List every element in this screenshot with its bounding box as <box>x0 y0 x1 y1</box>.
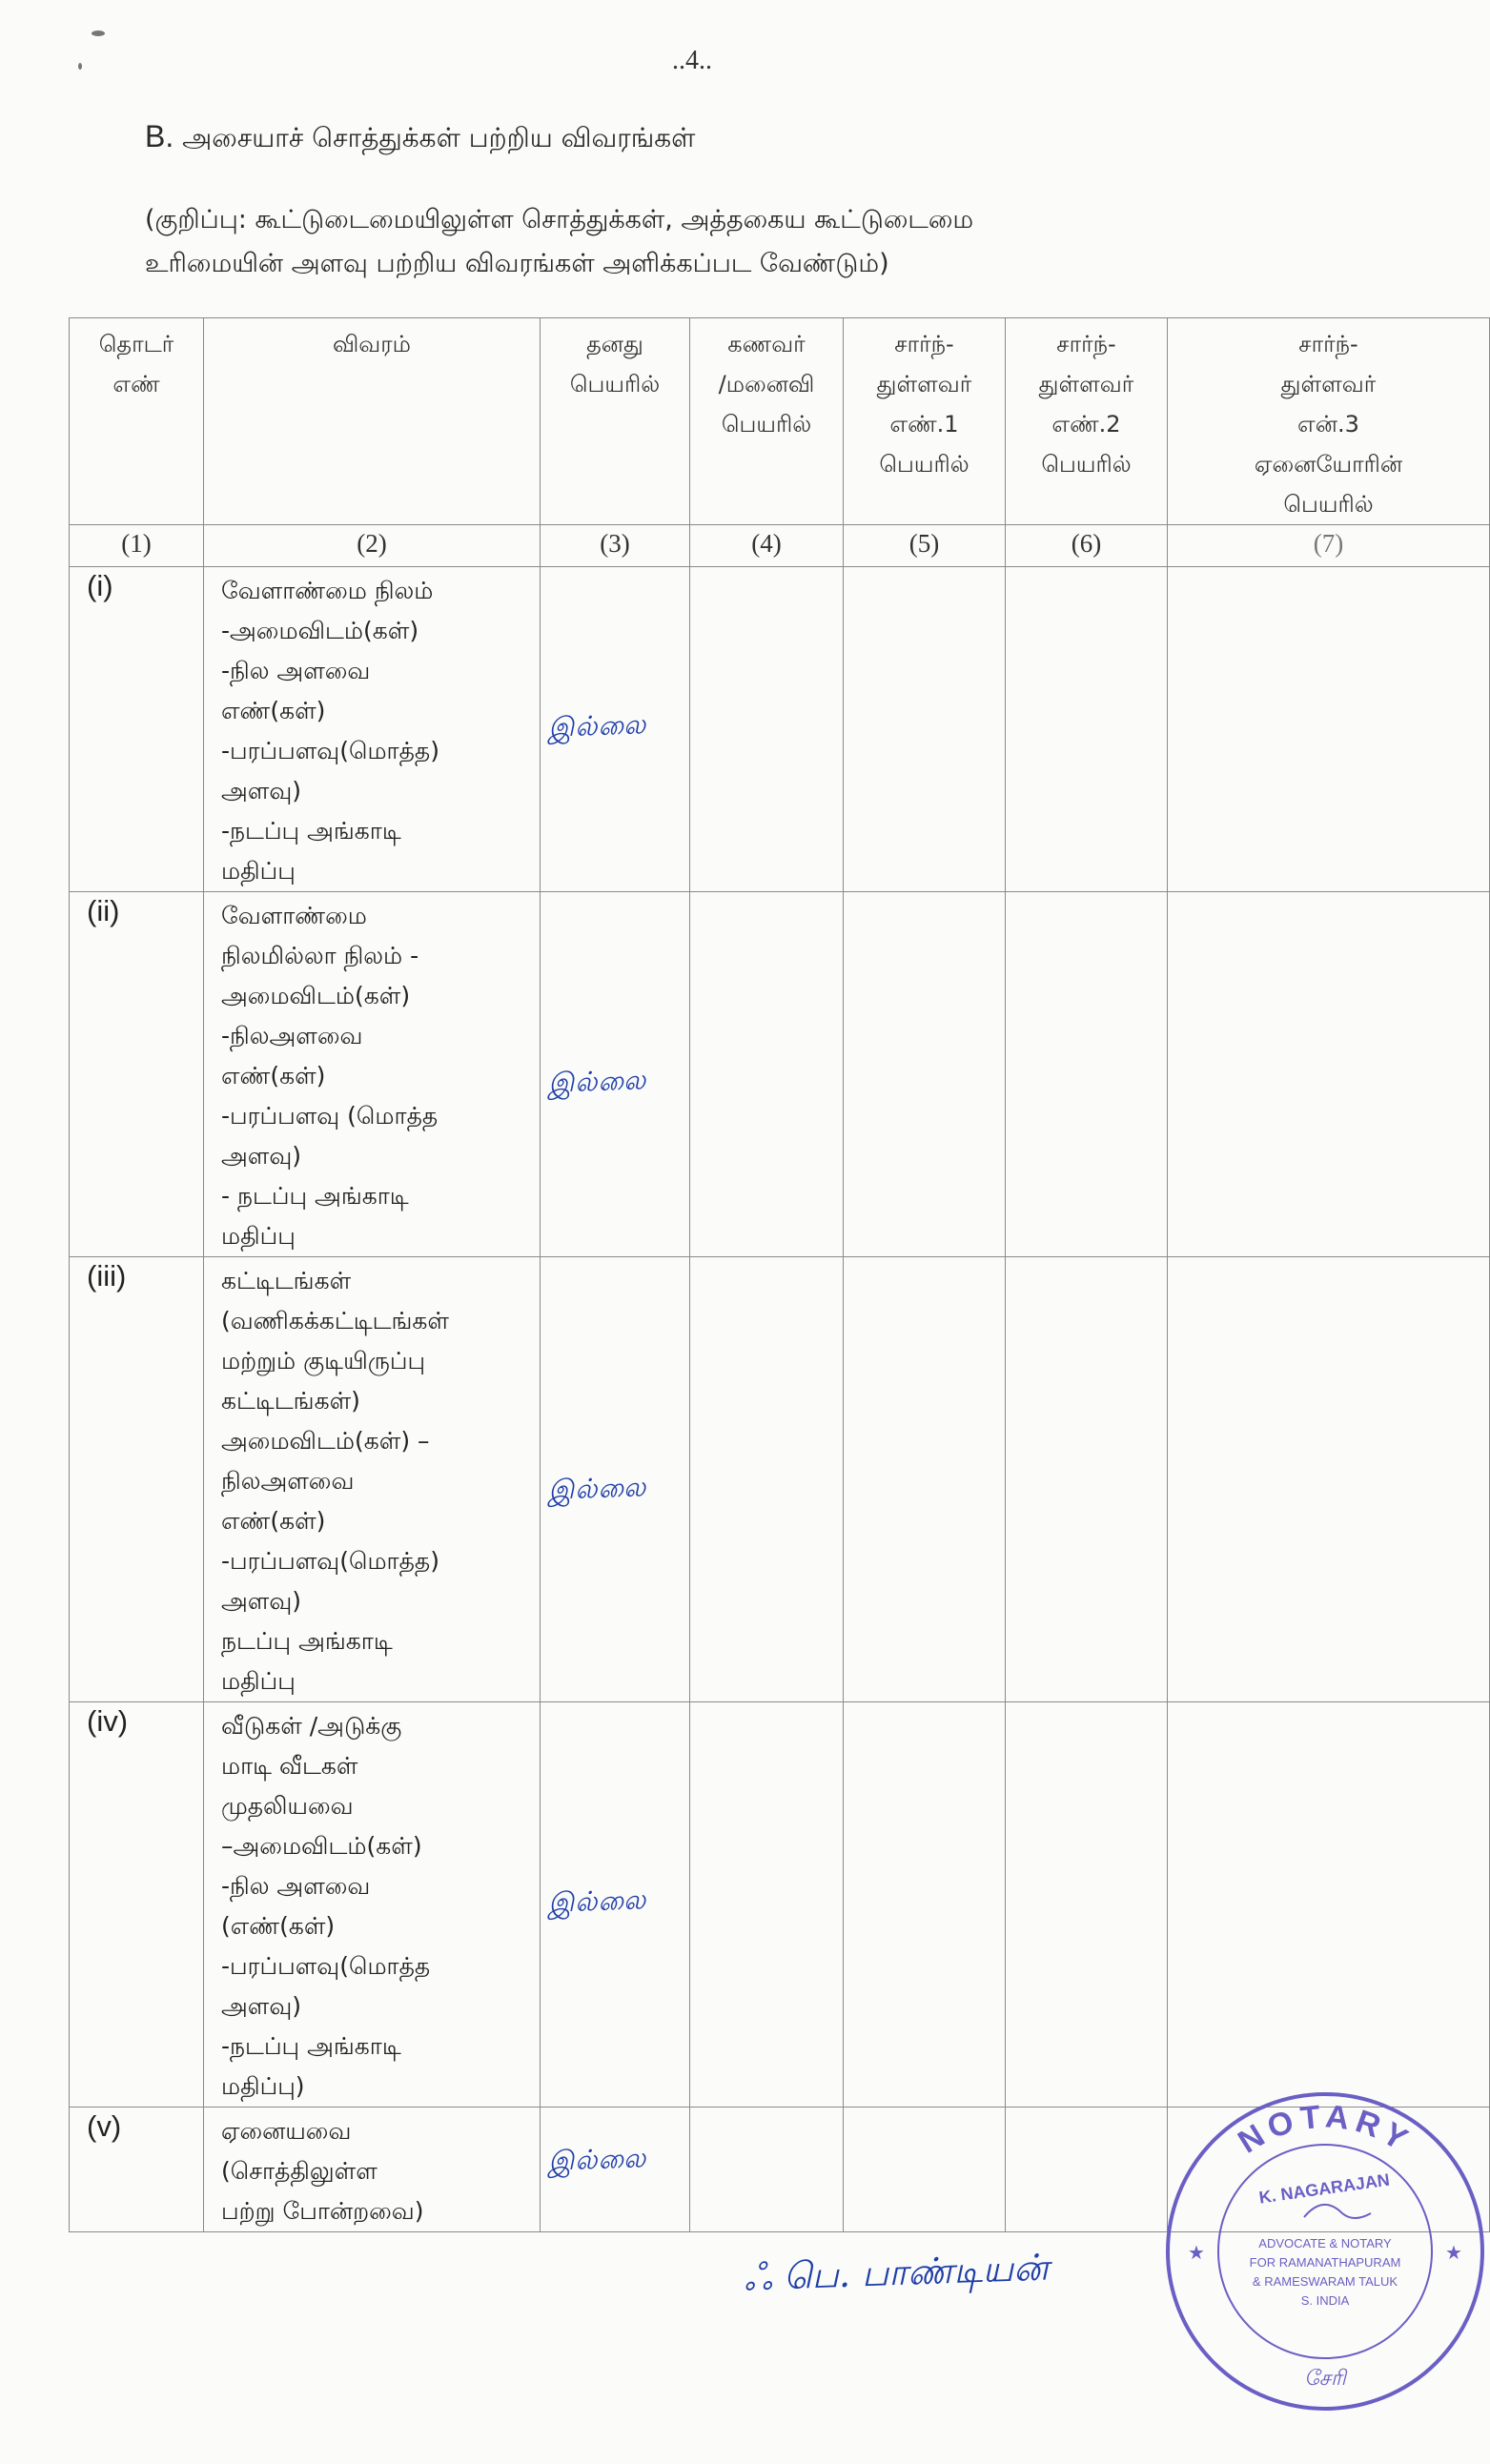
desc-line: எண்(கள்) <box>221 697 326 724</box>
col-header-line: தனது <box>586 331 643 357</box>
empty-cell <box>690 1702 844 2108</box>
empty-cell <box>844 567 1006 892</box>
section-title: அசையாச் சொத்துக்கள் பற்றிய விவரங்கள் <box>182 122 696 153</box>
desc-line: பற்று போன்றவை) <box>221 2197 424 2225</box>
column-number: (7) <box>1168 525 1490 567</box>
col-header-line: துள்ளவர் <box>1038 371 1134 397</box>
col-header-line: சார்ந்- <box>1056 331 1116 357</box>
immovable-assets-table <box>69 317 1490 2232</box>
table-row <box>70 892 1490 1257</box>
empty-cell <box>1168 1702 1490 2108</box>
desc-line: -நில அளவை <box>221 1872 371 1900</box>
seal-initials <box>1304 2205 1371 2218</box>
row-serial: (iii) <box>70 1257 204 1702</box>
desc-line: மாடி வீடகள் <box>221 1752 358 1780</box>
handwritten-nil: இல்லை <box>547 2142 647 2177</box>
desc-line: அளவு) <box>221 1142 302 1170</box>
seal-inner-ring <box>1218 2145 1432 2358</box>
col-header-line: விவரம் <box>333 331 411 357</box>
column-number: (1) <box>70 525 204 567</box>
row-description <box>204 1257 541 1702</box>
own-name-cell <box>541 892 690 1257</box>
col-header-line: சார்ந்- <box>1298 331 1358 357</box>
col-header-line: பெயரில் <box>569 371 661 397</box>
col-header-line: எண்.1 <box>889 411 959 438</box>
desc-line: அளவு) <box>221 1587 302 1615</box>
section-letter: B. <box>145 119 174 153</box>
empty-cell <box>1168 567 1490 892</box>
empty-cell <box>1006 892 1168 1257</box>
column-number: (6) <box>1006 525 1168 567</box>
seal-name: K. NAGARAJAN <box>1257 2169 1391 2208</box>
col-header-line: பெயரில் <box>1041 451 1132 478</box>
note-line-2: உரிமையின் அளவு பற்றிய விவரங்கள் அளிக்கப்பட வேண்டும்) <box>145 249 889 278</box>
col-header-serial <box>70 318 204 525</box>
desc-line: எண்(கள்) <box>221 1507 326 1535</box>
column-number: (5) <box>844 525 1006 567</box>
scan-speck <box>78 63 82 70</box>
col-header-line: பெயரில் <box>1283 491 1374 518</box>
column-number: (4) <box>690 525 844 567</box>
col-header-line: ஏனையோரின் <box>1254 451 1403 478</box>
seal-top-path: NOTARY <box>1232 2098 1419 2161</box>
desc-line: -பரப்பளவு(மொத்த <box>221 1952 431 1980</box>
seal-line-1: ADVOCATE & NOTARY <box>1258 2236 1392 2250</box>
desc-line: -நிலஅளவை <box>221 1022 363 1049</box>
table-row <box>70 567 1490 892</box>
desc-line: அமைவிடம்(கள்) – <box>221 1427 430 1455</box>
desc-line: நிலஅளவை <box>221 1467 355 1495</box>
row-description <box>204 1702 541 2108</box>
column-number: (2) <box>204 525 541 567</box>
empty-cell <box>844 2108 1006 2232</box>
col-header-line: துள்ளவர் <box>1280 371 1377 397</box>
seal-bottom-signature: சேரி <box>1304 2367 1346 2391</box>
col-header-description <box>204 318 541 525</box>
own-name-cell <box>541 1702 690 2108</box>
handwritten-nil: இல்லை <box>547 1064 647 1099</box>
scan-speck <box>92 31 105 36</box>
desc-line: மற்றும் குடியிருப்பு <box>221 1347 426 1375</box>
desc-line: (சொத்திலுள்ள <box>221 2157 378 2185</box>
desc-line: மதிப்பு) <box>221 2072 305 2100</box>
empty-cell <box>690 567 844 892</box>
desc-line: (எண்(கள்) <box>221 1912 336 1940</box>
seal-line-2: FOR RAMANATHAPURAM <box>1249 2255 1401 2270</box>
table-row <box>70 1257 1490 1702</box>
column-number: (3) <box>541 525 690 567</box>
desc-line: ஏனையவை <box>221 2117 352 2145</box>
desc-line: மதிப்பு <box>221 1222 296 1250</box>
own-name-cell <box>541 2108 690 2232</box>
desc-line: வேளாண்மை <box>221 902 367 929</box>
desc-line: –அமைவிடம்(கள்) <box>221 1832 422 1860</box>
desc-line: - நடப்பு அங்காடி <box>221 1182 409 1210</box>
row-description <box>204 892 541 1257</box>
desc-line: நடப்பு அங்காடி <box>221 1627 393 1655</box>
desc-line: வீடுகள் /அடுக்கு <box>221 1712 402 1740</box>
desc-line: (வணிகக்கட்டிடங்கள் <box>221 1307 449 1334</box>
seal-line-3: & RAMESWARAM TALUK <box>1252 2274 1398 2289</box>
desc-line: கட்டிடங்கள் <box>221 1267 352 1294</box>
col-header-line: துள்ளவர் <box>876 371 972 397</box>
empty-cell <box>690 2108 844 2232</box>
own-name-cell <box>541 1257 690 1702</box>
row-description <box>204 2108 541 2232</box>
col-header-spouse <box>690 318 844 525</box>
notary-seal <box>1161 2087 1490 2416</box>
row-serial: (i) <box>70 567 204 892</box>
empty-cell <box>1006 1702 1168 2108</box>
desc-line: மதிப்பு <box>221 857 296 885</box>
desc-line: அளவு) <box>221 1992 302 2020</box>
col-header-own-name <box>541 318 690 525</box>
col-header-dependent-3 <box>1168 318 1490 525</box>
desc-line: -பரப்பளவு(மொத்த) <box>221 737 439 764</box>
col-header-line: /மனைவி <box>718 371 815 397</box>
desc-line: நிலமில்லா நிலம் - <box>221 942 419 969</box>
desc-line: அளவு) <box>221 777 302 804</box>
empty-cell <box>690 892 844 1257</box>
col-header-line: எண்.2 <box>1051 411 1121 438</box>
desc-line: அமைவிடம்(கள்) <box>221 982 411 1009</box>
empty-cell <box>844 1257 1006 1702</box>
empty-cell <box>844 1702 1006 2108</box>
col-header-line: என்.3 <box>1297 411 1359 438</box>
empty-cell <box>690 1257 844 1702</box>
row-serial: (ii) <box>70 892 204 1257</box>
col-header-line: எண் <box>112 371 160 397</box>
desc-line: மதிப்பு <box>221 1667 296 1695</box>
col-header-line: பெயரில் <box>879 451 970 478</box>
desc-line: வேளாண்மை நிலம் <box>221 577 434 604</box>
seal-line-4: S. INDIA <box>1300 2293 1350 2308</box>
empty-cell <box>1006 1257 1168 1702</box>
section-heading <box>145 119 695 157</box>
note-paragraph <box>145 198 1213 286</box>
col-header-line: பெயரில் <box>721 411 812 438</box>
seal-star-left-icon: ★ <box>1188 2241 1205 2264</box>
desc-line: கட்டிடங்கள்) <box>221 1387 360 1415</box>
desc-line: எண்(கள்) <box>221 1062 326 1089</box>
row-serial: (v) <box>70 2108 204 2232</box>
desc-line: முதலியவை <box>221 1792 354 1820</box>
seal-star-right-icon: ★ <box>1445 2241 1462 2264</box>
handwritten-nil: இல்லை <box>547 1884 647 1919</box>
empty-cell <box>844 892 1006 1257</box>
row-description <box>204 567 541 892</box>
column-number-row <box>70 525 1490 567</box>
page-number: ..4.. <box>672 46 712 75</box>
desc-line: -பரப்பளவு (மொத்த <box>221 1102 439 1130</box>
empty-cell <box>1168 892 1490 1257</box>
col-header-line: சார்ந்- <box>894 331 954 357</box>
header-row <box>70 318 1490 525</box>
col-header-dependent-2 <box>1006 318 1168 525</box>
handwritten-nil: இல்லை <box>547 1471 647 1506</box>
table-row <box>70 1702 1490 2108</box>
note-line-1: (குறிப்பு: கூட்டுடைமையிலுள்ள சொத்துக்கள், அத்தகைய கூட்டுடைமை <box>145 205 974 234</box>
handwritten-signature: ஃ பெ. பாண்டியன் <box>743 2246 1050 2299</box>
empty-cell <box>1006 2108 1168 2232</box>
desc-line: -நில அளவை <box>221 657 371 684</box>
row-serial: (iv) <box>70 1702 204 2108</box>
handwritten-nil: இல்லை <box>547 708 647 743</box>
desc-line: -அமைவிடம்(கள்) <box>221 617 419 644</box>
col-header-line: தொடர் <box>98 331 174 357</box>
desc-line: -நடப்பு அங்காடி <box>221 817 401 845</box>
col-header-line: கணவர் <box>727 331 806 357</box>
desc-line: -பரப்பளவு(மொத்த) <box>221 1547 439 1575</box>
own-name-cell <box>541 567 690 892</box>
desc-line: -நடப்பு அங்காடி <box>221 2032 401 2060</box>
empty-cell <box>1006 567 1168 892</box>
seal-outer-ring <box>1168 2094 1482 2409</box>
col-header-dependent-1 <box>844 318 1006 525</box>
empty-cell <box>1168 1257 1490 1702</box>
